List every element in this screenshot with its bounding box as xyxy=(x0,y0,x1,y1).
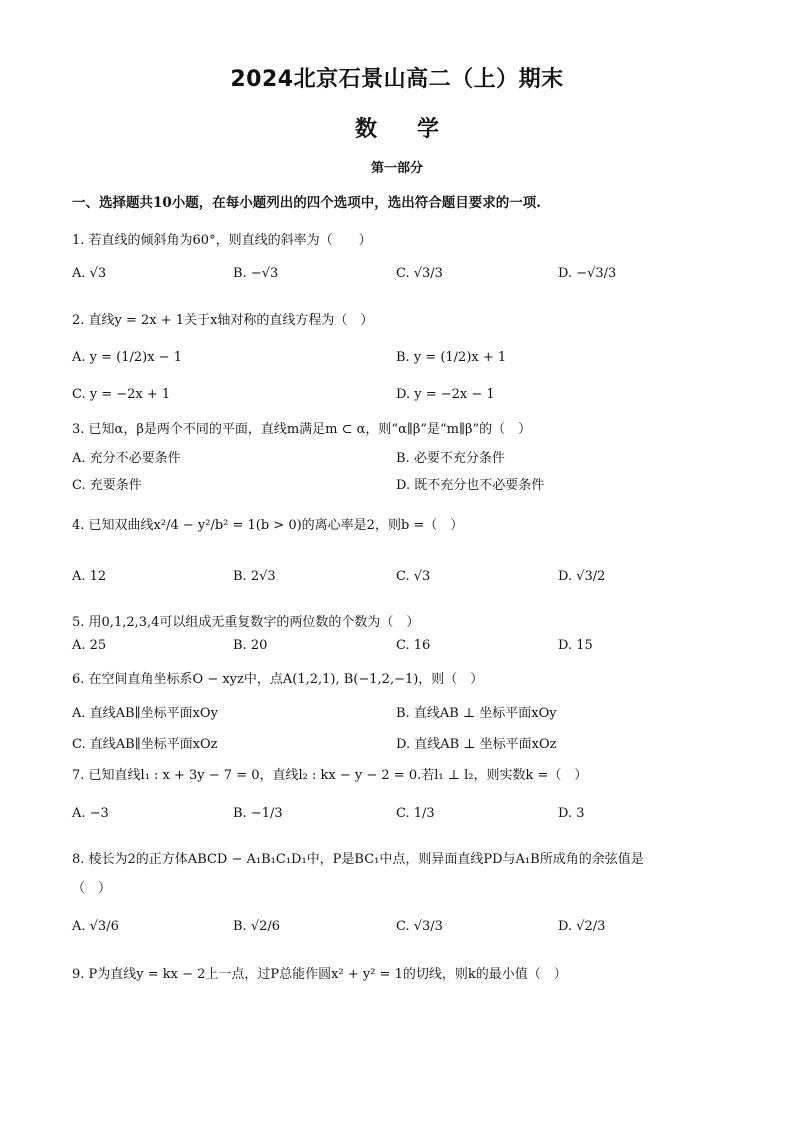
question-5-option-d: D. 15 xyxy=(558,638,593,653)
subject-heading: 数学 xyxy=(354,117,479,142)
question-1-option-c: C. √3/3 xyxy=(396,266,443,281)
question-2-option-b: B. y = (1/2)x + 1 xyxy=(396,350,507,365)
question-1-option-a: A. √3 xyxy=(72,266,107,281)
question-3-option-b: B. 必要不充分条件 xyxy=(396,451,505,466)
question-7-option-c: C. 1/3 xyxy=(396,806,435,821)
question-2-option-a: A. y = (1/2)x − 1 xyxy=(72,350,182,365)
question-6-option-c: C. 直线AB∥坐标平面xOz xyxy=(72,737,218,752)
question-9: 9. P为直线y = kx − 2上一点，过P总能作圆x² + y² = 1的切线，则k的最小值（ ） xyxy=(72,967,567,982)
question-6-option-b: B. 直线AB ⊥ 坐标平面xOy xyxy=(396,706,557,721)
question-6-option-d: D. 直线AB ⊥ 坐标平面xOz xyxy=(396,737,557,752)
question-3-option-c: C. 充要条件 xyxy=(72,478,142,493)
question-6: 6. 在空间直角坐标系O − xyz中，点A(1,2,1), B(−1,2,−1)，则（ ） xyxy=(72,672,484,687)
question-1: 1. 若直线的倾斜角为60°，则直线的斜率为（ ） xyxy=(72,233,372,248)
part-heading: 第一部分 xyxy=(370,161,423,176)
question-2-option-c: C. y = −2x + 1 xyxy=(72,387,171,402)
question-5: 5. 用0,1,2,3,4可以组成无重复数字的两位数的个数为（ ） xyxy=(72,615,420,630)
question-3-option-d: D. 既不充分也不必要条件 xyxy=(396,478,545,493)
question-2-option-d: D. y = −2x − 1 xyxy=(396,387,495,402)
question-8-option-a: A. √3/6 xyxy=(72,919,119,934)
question-6-option-a: A. 直线AB∥坐标平面xOy xyxy=(72,706,218,721)
question-3-option-a: A. 充分不必要条件 xyxy=(72,451,181,466)
question-4: 4. 已知双曲线x²/4 − y²/b² = 1(b > 0)的离心率是2，则b =（ ） xyxy=(72,518,464,533)
question-4-option-b: B. 2√3 xyxy=(233,569,276,584)
question-8: 8. 棱长为2的正方体ABCD − A₁B₁C₁D₁中，P是BC₁中点，则异面直线PD与A₁B所成角的余弦值是 xyxy=(72,852,644,867)
section-instructions: 一、选择题共10小题，在每小题列出的四个选项中，选出符合题目要求的一项. xyxy=(72,195,541,211)
question-1-option-d: D. −√3/3 xyxy=(558,266,617,281)
page-title: 2024北京石景山高二（上）期末 xyxy=(230,67,564,92)
question-4-option-d: D. √3/2 xyxy=(558,569,606,584)
question-7-option-d: D. 3 xyxy=(558,806,585,821)
question-2: 2. 直线y = 2x + 1关于x轴对称的直线方程为（ ） xyxy=(72,313,374,328)
question-5-option-b: B. 20 xyxy=(233,638,268,653)
question-7: 7. 已知直线l₁ : x + 3y − 7 = 0，直线l₂ : kx − y − 2 = 0.若l₁ ⊥ l₂，则实数k =（ ） xyxy=(72,768,588,783)
question-8-option-b: B. √2/6 xyxy=(233,919,281,934)
question-7-option-b: B. −1/3 xyxy=(233,806,283,821)
question-1-option-b: B. −√3 xyxy=(233,266,279,281)
question-4-option-c: C. √3 xyxy=(396,569,431,584)
question-8-option-d: D. √2/3 xyxy=(558,919,606,934)
question-7-option-a: A. −3 xyxy=(72,806,109,821)
question-5-option-c: C. 16 xyxy=(396,638,431,653)
question-3: 3. 已知α，β是两个不同的平面，直线m满足m ⊂ α，则“α∥β”是“m∥β”的（ ） xyxy=(72,422,532,437)
question-4-option-a: A. 12 xyxy=(72,569,107,584)
question-8-option-c: C. √3/3 xyxy=(396,919,443,934)
question-5-option-a: A. 25 xyxy=(72,638,107,653)
question-8-continuation: （ ） xyxy=(72,881,112,896)
